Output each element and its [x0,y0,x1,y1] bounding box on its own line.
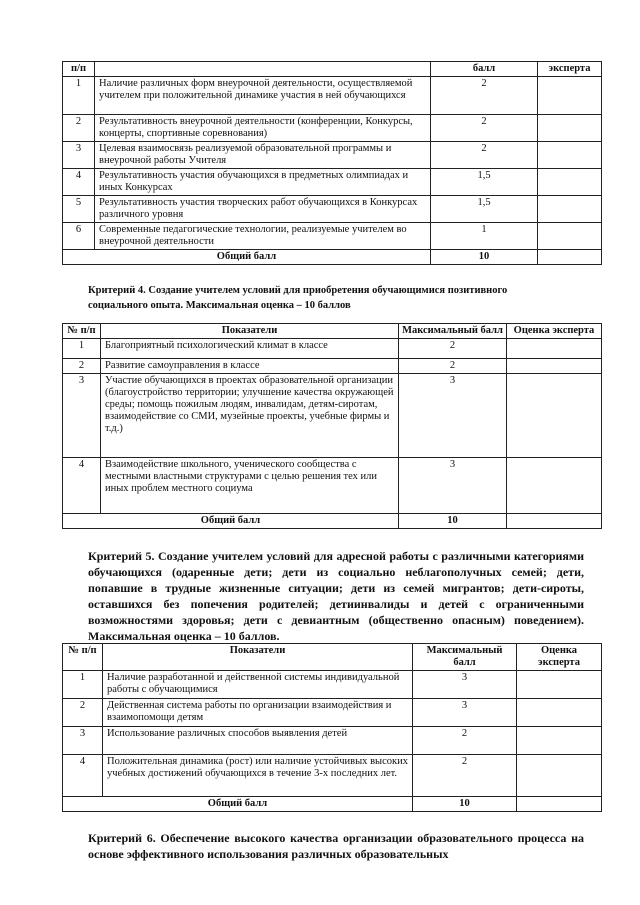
table-row [63,699,602,727]
row-score: 2 [399,339,507,359]
col-expert-header: Оценка эксперта [517,644,602,671]
table-row [63,142,602,169]
row-score: 2 [431,77,538,115]
total-value: 10 [413,797,517,812]
row-expert-cell[interactable] [538,115,602,142]
total-row [63,797,602,812]
col-num-header: п/п [63,62,95,77]
row-indicator: Взаимодействие школьного, ученического сообщества с местными властными структурами с целью решения тех или иных проблем местного социума [101,458,399,514]
total-label: Общий балл [63,250,431,265]
row-num: 3 [63,374,101,458]
col-score-header: Максимальный балл [399,324,507,339]
row-indicator: Участие обучающихся в проектах образовательной организации (благоустройство территории; улучшение качества окружающей среды; помощь пожилым людям, инвалидам, детям-сиротам, взаимодействие со СМИ, музейные проекты, учебные фирмы и т.д.) [101,374,399,458]
row-expert-cell[interactable] [538,142,602,169]
table-row [63,223,602,250]
table-row [63,727,602,755]
row-expert-cell[interactable] [517,699,602,727]
col-indicator-header: Показатели [103,644,413,671]
row-expert-cell[interactable] [538,169,602,196]
table-row [63,196,602,223]
col-indicator-header [95,62,431,77]
row-num: 5 [63,196,95,223]
row-num: 2 [63,699,103,727]
table-row [63,359,602,374]
table-row [63,77,602,115]
table-row [63,169,602,196]
total-expert-cell[interactable] [538,250,602,265]
table-row [63,458,602,514]
row-expert-cell[interactable] [538,196,602,223]
total-label: Общий балл [63,514,399,529]
col-score-header: балл [431,62,538,77]
total-value: 10 [431,250,538,265]
row-score: 3 [413,671,517,699]
row-score: 1 [431,223,538,250]
total-expert-cell[interactable] [517,797,602,812]
row-score: 3 [399,374,507,458]
row-num: 1 [63,77,95,115]
row-num: 4 [63,458,101,514]
criterion4-heading: Критерий 4. Создание учителем условий для приобретения обучающимися позитивного социального опыта. Максимальная оценка – 10 баллов [88,285,508,311]
total-label: Общий балл [63,797,413,812]
table-row [63,755,602,797]
row-indicator: Результативность участия обучающихся в предметных олимпиадах и иных Конкурсах [95,169,431,196]
criterion4-table [62,323,602,529]
row-indicator: Наличие различных форм внеурочной деятельности, осуществляемой учителем при положительной динамике участия в ней обучающихся [95,77,431,115]
row-expert-cell[interactable] [507,458,602,514]
row-indicator: Благоприятный психологический климат в классе [101,339,399,359]
row-expert-cell[interactable] [517,671,602,699]
total-row [63,514,602,529]
row-expert-cell[interactable] [507,339,602,359]
table-row [63,374,602,458]
col-expert-header: эксперта [538,62,602,77]
row-num: 4 [63,755,103,797]
total-expert-cell[interactable] [507,514,602,529]
row-num: 6 [63,223,95,250]
col-num-header: № п/п [63,324,101,339]
row-expert-cell[interactable] [507,359,602,374]
row-score: 2 [431,142,538,169]
row-score: 2 [413,727,517,755]
row-num: 1 [63,671,103,699]
row-num: 3 [63,142,95,169]
row-expert-cell[interactable] [538,223,602,250]
row-indicator: Действенная система работы по организации взаимодействия и взаимопомощи детям [103,699,413,727]
col-indicator-header: Показатели [101,324,399,339]
col-expert-header: Оценка эксперта [507,324,602,339]
table-header-row [63,324,602,339]
criterion6-heading: Критерий 6. Обеспечение высокого качества организации образовательного процесса на основе эффективного использования различных образовательных [88,831,584,861]
col-score-header: Максимальный балл [413,644,517,671]
row-num: 4 [63,169,95,196]
row-expert-cell[interactable] [517,727,602,755]
table-row [63,115,602,142]
row-num: 2 [63,359,101,374]
table-row [63,671,602,699]
total-value: 10 [399,514,507,529]
row-score: 2 [431,115,538,142]
table-row [63,339,602,359]
criterion3-table [62,61,602,265]
criterion5-heading: Критерий 5. Создание учителем условий для адресной работы с различными категориями обучающихся (одаренные дети; дети из социально неблагополучных семей; дети, попавшие в трудные жизненные ситуации; дети из семей мигрантов; дети-сироты, оставшихся без попечения родителей; детиинвалиды и детей с ограниченными возможностями здоровья; дети с девиантным (общественно опасным) поведением). Максимальная оценка – 10 баллов. [88,549,584,643]
row-score: 3 [399,458,507,514]
row-score: 3 [413,699,517,727]
row-indicator: Наличие разработанной и действенной системы индивидуальной работы с обучающимися [103,671,413,699]
table-header-row [63,62,602,77]
col-num-header: № п/п [63,644,103,671]
row-expert-cell[interactable] [507,374,602,458]
total-row [63,250,602,265]
row-score: 1,5 [431,169,538,196]
row-num: 3 [63,727,103,755]
row-indicator: Целевая взаимосвязь реализуемой образовательной программы и внеурочной работы Учителя [95,142,431,169]
row-indicator: Использование различных способов выявления детей [103,727,413,755]
row-score: 2 [399,359,507,374]
row-expert-cell[interactable] [517,755,602,797]
row-num: 2 [63,115,95,142]
row-score: 2 [413,755,517,797]
row-indicator: Результативность участия творческих работ обучающихся в Конкурсах различного уровня [95,196,431,223]
row-indicator: Развитие самоуправления в классе [101,359,399,374]
row-score: 1,5 [431,196,538,223]
row-num: 1 [63,339,101,359]
row-indicator: Результативность внеурочной деятельности (конференции, Конкурсы, концерты, спортивные соревнования) [95,115,431,142]
row-expert-cell[interactable] [538,77,602,115]
table-header-row [63,644,602,671]
criterion5-table [62,643,602,812]
row-indicator: Современные педагогические технологии, реализуемые учителем во внеурочной деятельности [95,223,431,250]
row-indicator: Положительная динамика (рост) или наличие устойчивых высоких учебных достижений обучающихся в течение 3-х последних лет. [103,755,413,797]
